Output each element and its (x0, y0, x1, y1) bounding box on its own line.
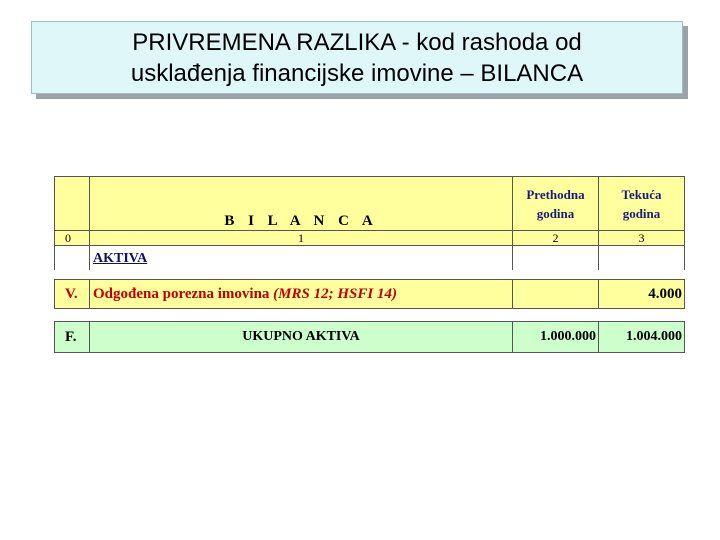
row-v-reference: (MRS 12; HSFI 14) (273, 285, 397, 302)
bilanca-header: B I L A N C A (90, 177, 513, 231)
row-v-prev-value (513, 280, 599, 309)
col-number-1: 1 (90, 231, 513, 246)
aktiva-blank-cell (55, 246, 90, 271)
row-v-label: Odgođena porezna imovina (93, 285, 270, 302)
balance-header-table (54, 176, 685, 270)
curr-year-line1: Tekuća (621, 186, 662, 202)
total-assets-row (54, 321, 685, 353)
col-number-3: 3 (599, 231, 685, 246)
deferred-tax-row (54, 279, 685, 309)
row-v-curr-value: 4.000 (599, 280, 685, 309)
aktiva-prev-cell (513, 246, 599, 271)
curr-year-header (599, 177, 685, 231)
prev-year-line1: Prethodna (526, 186, 585, 202)
row-f-prev-value: 1.000.000 (513, 322, 599, 353)
row-v-label-cell (90, 280, 513, 309)
header-blank-cell (55, 177, 90, 231)
col-number-0: 0 (55, 231, 90, 246)
prev-year-header (513, 177, 599, 231)
aktiva-label: AKTIVA (93, 251, 148, 266)
aktiva-cell (90, 246, 513, 271)
col-number-2: 2 (513, 231, 599, 246)
title-line-1: PRIVREMENA RAZLIKA - kod rashoda od (132, 28, 582, 56)
aktiva-curr-cell (599, 246, 685, 271)
slide-title (31, 21, 683, 94)
prev-year-line2: godina (536, 205, 575, 221)
curr-year-line2: godina (622, 205, 661, 221)
row-f-label: UKUPNO AKTIVA (90, 322, 513, 353)
title-line-2: usklađenja financijske imovine – BILANCA (130, 59, 584, 87)
row-f-curr-value: 1.004.000 (599, 322, 685, 353)
row-f-roman: F. (55, 322, 90, 353)
row-v-roman: V. (55, 280, 90, 309)
